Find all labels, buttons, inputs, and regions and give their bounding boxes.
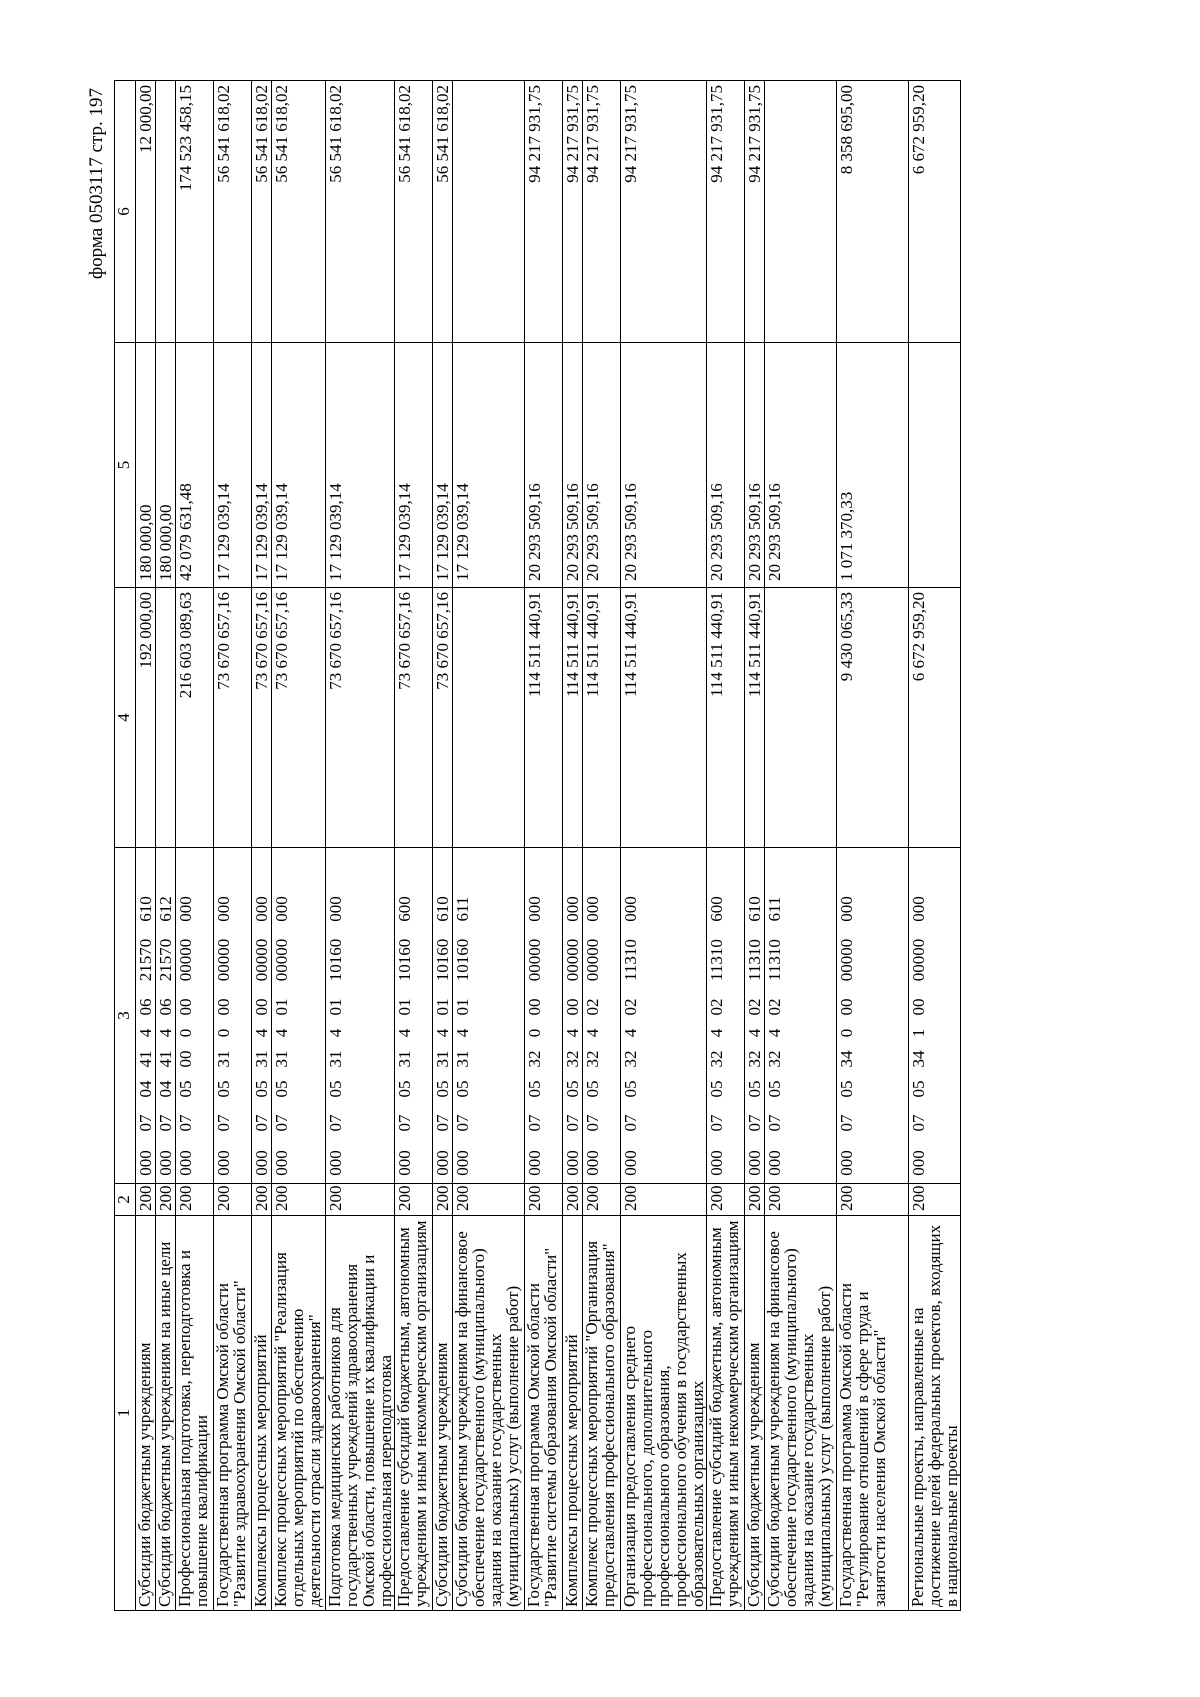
form-label: форма 0503117 стр. 197: [86, 88, 107, 280]
row-executed-amount: 17 129 039,14: [453, 343, 525, 588]
code-part: 00000: [909, 938, 928, 982]
code-part: 05: [583, 1080, 602, 1098]
code-part: 000: [909, 1150, 928, 1176]
code-part: 07: [707, 1114, 726, 1132]
column-number-row: [115, 81, 136, 1611]
row-line-code: 200: [525, 1184, 563, 1216]
code-part: 05: [453, 1080, 472, 1098]
row-unexecuted-amount: 94 217 931,75: [745, 81, 765, 343]
row-line-code: 200: [765, 1184, 837, 1216]
row-unexecuted-amount: 8 358 695,00: [837, 81, 909, 343]
code-part: 41: [136, 1050, 155, 1068]
table-row: [176, 81, 214, 1611]
row-executed-amount: 20 293 509,16: [765, 343, 837, 588]
code-part: 31: [214, 1050, 233, 1068]
row-unexecuted-amount: 94 217 931,75: [621, 81, 707, 343]
row-name: Субсидии бюджетным учреждениям на иные цели: [156, 1216, 176, 1611]
row-executed-amount: 20 293 509,16: [745, 343, 765, 588]
row-approved-amount: 114 511 440,91: [707, 588, 745, 848]
code-part: 11310: [765, 939, 784, 981]
code-part: 4: [156, 1028, 175, 1038]
row-unexecuted-amount: 94 217 931,75: [707, 81, 745, 343]
row-line-code: 200: [745, 1184, 765, 1216]
row-line-code: 200: [621, 1184, 707, 1216]
row-line-code: 200: [272, 1184, 326, 1216]
table-row: [136, 81, 156, 1611]
code-part: 4: [272, 1028, 291, 1038]
row-unexecuted-amount: 94 217 931,75: [525, 81, 563, 343]
code-part: 00: [563, 998, 582, 1016]
code-part: 05: [621, 1080, 640, 1098]
row-executed-amount: 20 293 509,16: [707, 343, 745, 588]
row-executed-amount: 17 129 039,14: [214, 343, 252, 588]
code-part: 00: [909, 998, 928, 1016]
row-approved-amount: 73 670 657,16: [433, 588, 453, 848]
code-part: 31: [395, 1050, 414, 1068]
row-line-code: 200: [176, 1184, 214, 1216]
table-row: [583, 81, 621, 1611]
row-line-code: 200: [563, 1184, 583, 1216]
code-part: 05: [745, 1080, 764, 1098]
row-unexecuted-amount: 174 523 458,15: [176, 81, 214, 343]
code-part: 000: [563, 1150, 582, 1176]
row-name: Организация предоставления среднего профессионального, дополнительного профессионального образования, профессионального обучения в государственных образовательных организациях: [621, 1216, 707, 1611]
code-part: 4: [252, 1028, 271, 1038]
code-part: 00000: [583, 938, 602, 982]
row-classification-code: [156, 848, 176, 1184]
row-classification-code: [272, 848, 326, 1184]
row-executed-amount: 20 293 509,16: [583, 343, 621, 588]
code-part: 05: [765, 1080, 784, 1098]
row-executed-amount: 17 129 039,14: [272, 343, 326, 588]
row-approved-amount: [453, 588, 525, 848]
code-part: 000: [525, 1150, 544, 1176]
code-part: 611: [765, 896, 784, 922]
row-classification-code: [707, 848, 745, 1184]
column-header-2: 2: [115, 1184, 136, 1216]
row-classification-code: [176, 848, 214, 1184]
row-classification-code: [395, 848, 433, 1184]
table-row: [433, 81, 453, 1611]
row-line-code: 200: [252, 1184, 272, 1216]
code-part: 4: [136, 1028, 155, 1038]
code-part: 000: [433, 1150, 452, 1176]
row-executed-amount: 1 071 370,33: [837, 343, 909, 588]
code-part: 01: [453, 998, 472, 1016]
code-part: 32: [765, 1050, 784, 1068]
table-row: [395, 81, 433, 1611]
row-executed-amount: 17 129 039,14: [326, 343, 395, 588]
code-part: 31: [272, 1050, 291, 1068]
row-unexecuted-amount: [453, 81, 525, 343]
row-name: Комплексы процессных мероприятий: [252, 1216, 272, 1611]
code-part: 07: [433, 1114, 452, 1132]
row-approved-amount: 9 430 065,33: [837, 588, 909, 848]
code-part: 600: [707, 896, 726, 922]
row-executed-amount: 20 293 509,16: [563, 343, 583, 588]
row-name: Комплекс процессных мероприятий "Реализация отдельных мероприятий по обеспечению деятельности отрасли здравоохранения": [272, 1216, 326, 1611]
code-part: 07: [214, 1114, 233, 1132]
code-part: 02: [765, 998, 784, 1016]
table-row: [765, 81, 837, 1611]
code-part: 000: [214, 896, 233, 922]
row-line-code: 200: [156, 1184, 176, 1216]
row-executed-amount: 17 129 039,14: [433, 343, 453, 588]
code-part: 07: [395, 1114, 414, 1132]
code-part: 02: [583, 998, 602, 1016]
row-name: Комплексы процессных мероприятий: [563, 1216, 583, 1611]
code-part: 11310: [707, 939, 726, 981]
row-classification-code: [433, 848, 453, 1184]
row-approved-amount: 6 672 959,20: [909, 588, 961, 848]
code-part: 000: [176, 896, 195, 922]
code-part: 000: [272, 896, 291, 922]
row-approved-amount: [156, 588, 176, 848]
table-row: [525, 81, 563, 1611]
row-name: Профессиональная подготовка, переподготовка и повышение квалификации: [176, 1216, 214, 1611]
table-row: [837, 81, 909, 1611]
code-part: 00000: [272, 938, 291, 982]
code-part: 07: [525, 1114, 544, 1132]
row-unexecuted-amount: 56 541 618,02: [433, 81, 453, 343]
code-part: 000: [156, 1150, 175, 1176]
row-classification-code: [745, 848, 765, 1184]
row-line-code: 200: [453, 1184, 525, 1216]
row-name: Государственная программа Омской области "Регулирование отношений в сфере труда и занятости населения Омской области": [837, 1216, 909, 1611]
table-row: [252, 81, 272, 1611]
code-part: 31: [326, 1050, 345, 1068]
code-part: 04: [156, 1080, 175, 1098]
code-part: 07: [136, 1114, 155, 1132]
code-part: 02: [745, 998, 764, 1016]
code-part: 000: [453, 1150, 472, 1176]
code-part: 10160: [453, 938, 472, 982]
code-part: 07: [156, 1114, 175, 1132]
row-approved-amount: 73 670 657,16: [272, 588, 326, 848]
code-part: 000: [214, 1150, 233, 1176]
code-part: 05: [214, 1080, 233, 1098]
code-part: 000: [272, 1150, 291, 1176]
code-part: 000: [136, 1150, 155, 1176]
code-part: 000: [176, 1150, 195, 1176]
row-name: Комплекс процессных мероприятий "Организация предоставления профессионального образования": [583, 1216, 621, 1611]
code-part: 000: [583, 1150, 602, 1176]
code-part: 31: [252, 1050, 271, 1068]
code-part: 31: [433, 1050, 452, 1068]
row-classification-code: [765, 848, 837, 1184]
row-unexecuted-amount: 94 217 931,75: [563, 81, 583, 343]
code-part: 05: [272, 1080, 291, 1098]
row-unexecuted-amount: 56 541 618,02: [272, 81, 326, 343]
table-row: [214, 81, 252, 1611]
code-part: 4: [765, 1028, 784, 1038]
row-approved-amount: 114 511 440,91: [583, 588, 621, 848]
budget-table: [114, 80, 961, 1611]
code-part: 21570: [156, 938, 175, 982]
code-part: 07: [563, 1114, 582, 1132]
code-part: 32: [563, 1050, 582, 1068]
row-name: Государственная программа Омской области "Развитие системы образования Омской области": [525, 1216, 563, 1611]
code-part: 000: [583, 896, 602, 922]
code-part: 07: [837, 1114, 856, 1132]
row-approved-amount: 114 511 440,91: [563, 588, 583, 848]
code-part: 00: [252, 998, 271, 1016]
code-part: 34: [837, 1050, 856, 1068]
code-part: 00000: [176, 938, 195, 982]
code-part: 32: [583, 1050, 602, 1068]
code-part: 4: [707, 1028, 726, 1038]
code-part: 000: [765, 1150, 784, 1176]
code-part: 05: [433, 1080, 452, 1098]
code-part: 05: [837, 1080, 856, 1098]
row-classification-code: [621, 848, 707, 1184]
code-part: 0: [214, 1028, 233, 1038]
code-part: 01: [395, 998, 414, 1016]
code-part: 02: [707, 998, 726, 1016]
row-line-code: 200: [583, 1184, 621, 1216]
row-line-code: 200: [909, 1184, 961, 1216]
code-part: 610: [433, 896, 452, 922]
row-approved-amount: 114 511 440,91: [621, 588, 707, 848]
row-approved-amount: 73 670 657,16: [326, 588, 395, 848]
code-part: 32: [707, 1050, 726, 1068]
row-approved-amount: 73 670 657,16: [395, 588, 433, 848]
row-name: Субсидии бюджетным учреждениям на финансовое обеспечение государственного (муниципального) задания на оказание государственных (муниципальных) услуг (выполнение работ): [453, 1216, 525, 1611]
code-part: 4: [621, 1028, 640, 1038]
table-row: [909, 81, 961, 1611]
code-part: 07: [176, 1114, 195, 1132]
column-header-1: 1: [115, 1216, 136, 1611]
code-part: 32: [621, 1050, 640, 1068]
row-classification-code: [909, 848, 961, 1184]
column-header-6: 6: [115, 81, 136, 343]
code-part: 02: [621, 998, 640, 1016]
row-classification-code: [453, 848, 525, 1184]
row-approved-amount: 73 670 657,16: [214, 588, 252, 848]
row-executed-amount: 180 000,00: [136, 343, 156, 588]
code-part: 07: [909, 1114, 928, 1132]
row-classification-code: [837, 848, 909, 1184]
code-part: 4: [583, 1028, 602, 1038]
code-part: 000: [621, 896, 640, 922]
row-executed-amount: 17 129 039,14: [395, 343, 433, 588]
code-part: 000: [909, 896, 928, 922]
table-row: [621, 81, 707, 1611]
code-part: 00: [214, 998, 233, 1016]
row-unexecuted-amount: [156, 81, 176, 343]
row-executed-amount: 20 293 509,16: [621, 343, 707, 588]
row-approved-amount: 216 603 089,63: [176, 588, 214, 848]
code-part: 05: [525, 1080, 544, 1098]
code-part: 07: [745, 1114, 764, 1132]
code-part: 00: [176, 1050, 195, 1068]
code-part: 31: [453, 1050, 472, 1068]
row-approved-amount: 192 000,00: [136, 588, 156, 848]
row-name: Субсидии бюджетным учреждениям: [433, 1216, 453, 1611]
row-classification-code: [563, 848, 583, 1184]
code-part: 00000: [563, 938, 582, 982]
code-part: 01: [326, 998, 345, 1016]
row-approved-amount: [765, 588, 837, 848]
column-header-5: 5: [115, 343, 136, 588]
row-name: Государственная программа Омской области "Развитие здравоохранения Омской области": [214, 1216, 252, 1611]
row-approved-amount: 114 511 440,91: [525, 588, 563, 848]
row-executed-amount: 20 293 509,16: [525, 343, 563, 588]
row-unexecuted-amount: 56 541 618,02: [326, 81, 395, 343]
row-name: Региональные проекты, направленные на достижение целей федеральных проектов, входящих в национальные проекты: [909, 1216, 961, 1611]
code-part: 21570: [136, 938, 155, 982]
code-part: 000: [252, 1150, 271, 1176]
table-row: [156, 81, 176, 1611]
row-executed-amount: 180 000,00: [156, 343, 176, 588]
code-part: 11310: [745, 939, 764, 981]
code-part: 07: [326, 1114, 345, 1132]
row-line-code: 200: [136, 1184, 156, 1216]
code-part: 07: [621, 1114, 640, 1132]
code-part: 32: [525, 1050, 544, 1068]
code-part: 611: [453, 896, 472, 922]
code-part: 000: [837, 896, 856, 922]
code-part: 05: [326, 1080, 345, 1098]
code-part: 05: [176, 1080, 195, 1098]
row-line-code: 200: [326, 1184, 395, 1216]
row-name: Подготовка медицинских работников для государственных учреждений здравоохранения Омской области, повышение их квалификации и профессиональная переподготовка: [326, 1216, 395, 1611]
table-body: [136, 81, 961, 1611]
code-part: 4: [453, 1028, 472, 1038]
row-unexecuted-amount: 12 000,00: [136, 81, 156, 343]
row-name: Субсидии бюджетным учреждениям на финансовое обеспечение государственного (муниципального) задания на оказание государственных (муниципальных) услуг (выполнение работ): [765, 1216, 837, 1611]
code-part: 610: [136, 896, 155, 922]
row-unexecuted-amount: 56 541 618,02: [252, 81, 272, 343]
row-classification-code: [326, 848, 395, 1184]
code-part: 05: [252, 1080, 271, 1098]
code-part: 00000: [837, 938, 856, 982]
row-unexecuted-amount: 56 541 618,02: [214, 81, 252, 343]
row-executed-amount: [909, 343, 961, 588]
row-classification-code: [525, 848, 563, 1184]
code-part: 00000: [252, 938, 271, 982]
table-row: [326, 81, 395, 1611]
code-part: 04: [136, 1080, 155, 1098]
row-approved-amount: 114 511 440,91: [745, 588, 765, 848]
code-part: 4: [433, 1028, 452, 1038]
code-part: 000: [707, 1150, 726, 1176]
code-part: 000: [326, 1150, 345, 1176]
row-line-code: 200: [433, 1184, 453, 1216]
row-approved-amount: 73 670 657,16: [252, 588, 272, 848]
code-part: 10160: [395, 938, 414, 982]
row-executed-amount: 17 129 039,14: [252, 343, 272, 588]
code-part: 05: [707, 1080, 726, 1098]
row-name: Предоставление субсидий бюджетным, автономным учреждениям и иным некоммерческим организациям: [395, 1216, 433, 1611]
code-part: 00: [837, 998, 856, 1016]
code-part: 600: [395, 896, 414, 922]
row-executed-amount: 42 079 631,48: [176, 343, 214, 588]
code-part: 4: [745, 1028, 764, 1038]
code-part: 07: [583, 1114, 602, 1132]
code-part: 41: [156, 1050, 175, 1068]
code-part: 06: [156, 998, 175, 1016]
code-part: 000: [621, 1150, 640, 1176]
row-unexecuted-amount: 94 217 931,75: [583, 81, 621, 343]
code-part: 000: [745, 1150, 764, 1176]
row-name: Субсидии бюджетным учреждениям: [136, 1216, 156, 1611]
code-part: 05: [395, 1080, 414, 1098]
code-part: 01: [272, 998, 291, 1016]
code-part: 10160: [433, 938, 452, 982]
code-part: 4: [326, 1028, 345, 1038]
row-line-code: 200: [837, 1184, 909, 1216]
code-part: 00: [525, 998, 544, 1016]
code-part: 07: [453, 1114, 472, 1132]
code-part: 00: [176, 998, 195, 1016]
row-unexecuted-amount: 56 541 618,02: [395, 81, 433, 343]
code-part: 05: [909, 1080, 928, 1098]
code-part: 01: [433, 998, 452, 1016]
code-part: 000: [326, 896, 345, 922]
code-part: 0: [525, 1028, 544, 1038]
code-part: 05: [563, 1080, 582, 1098]
row-line-code: 200: [707, 1184, 745, 1216]
table-row: [453, 81, 525, 1611]
code-part: 000: [395, 1150, 414, 1176]
code-part: 1: [909, 1028, 928, 1038]
code-part: 07: [765, 1114, 784, 1132]
row-classification-code: [214, 848, 252, 1184]
code-part: 4: [563, 1028, 582, 1038]
code-part: 000: [525, 896, 544, 922]
row-unexecuted-amount: 6 672 959,20: [909, 81, 961, 343]
code-part: 000: [252, 896, 271, 922]
table-row: [707, 81, 745, 1611]
code-part: 00000: [525, 938, 544, 982]
code-part: 000: [563, 896, 582, 922]
row-classification-code: [252, 848, 272, 1184]
column-header-3: 3: [115, 848, 136, 1184]
code-part: 11310: [621, 939, 640, 981]
code-part: 07: [252, 1114, 271, 1132]
code-part: 10160: [326, 938, 345, 982]
row-name: Субсидии бюджетным учреждениям: [745, 1216, 765, 1611]
row-unexecuted-amount: [765, 81, 837, 343]
code-part: 0: [176, 1028, 195, 1038]
code-part: 612: [156, 896, 175, 922]
code-part: 00000: [214, 938, 233, 982]
table-row: [563, 81, 583, 1611]
row-line-code: 200: [214, 1184, 252, 1216]
row-classification-code: [583, 848, 621, 1184]
code-part: 06: [136, 998, 155, 1016]
code-part: 000: [837, 1150, 856, 1176]
code-part: 610: [745, 896, 764, 922]
row-line-code: 200: [395, 1184, 433, 1216]
row-name: Предоставление субсидий бюджетным, автономным учреждениям и иным некоммерческим организациям: [707, 1216, 745, 1611]
row-classification-code: [136, 848, 156, 1184]
code-part: 07: [272, 1114, 291, 1132]
table-row: [745, 81, 765, 1611]
code-part: 32: [745, 1050, 764, 1068]
code-part: 34: [909, 1050, 928, 1068]
code-part: 4: [395, 1028, 414, 1038]
table-row: [272, 81, 326, 1611]
column-header-4: 4: [115, 588, 136, 848]
code-part: 0: [837, 1028, 856, 1038]
